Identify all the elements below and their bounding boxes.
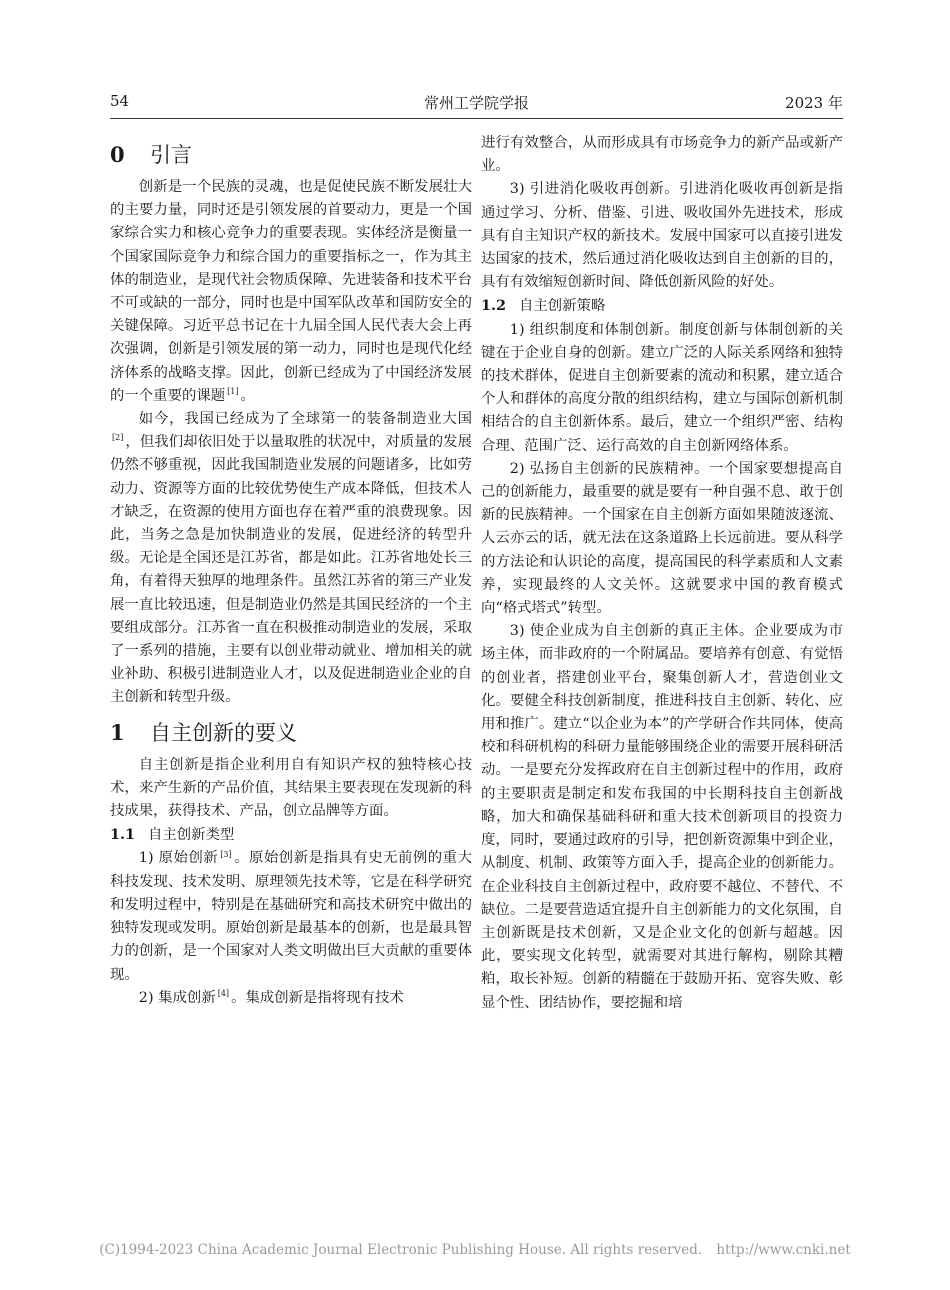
paragraph: 自主创新是指企业利用自有知识产权的独特核心技术，来产生新的产品价值，其结果主要表现在发现新的科技成果，获得技术、产品，创立品牌等方面。 bbox=[110, 756, 472, 820]
paragraph-text: 。 bbox=[240, 387, 255, 404]
right-column bbox=[481, 132, 843, 1015]
section-title: 引言 bbox=[150, 143, 192, 167]
copyright-footer bbox=[0, 1242, 950, 1258]
citation-ref[interactable]: [4] bbox=[217, 988, 230, 998]
subsection-title: 自主创新类型 bbox=[148, 827, 235, 844]
left-column bbox=[110, 132, 472, 1010]
footer-link[interactable]: http://www.cnki.net bbox=[716, 1242, 851, 1258]
paragraph: 3) 引进消化吸收再创新。引进消化吸收再创新是指通过学习、分析、借鉴、引进、吸收国外先进技术，形成具有自主知识产权的新技术。发展中国家可以直接引进发达国家的技术，然后通过消化吸收达到自主创新的目的，具有有效缩短创新时间、降低创新风险的好处。 bbox=[481, 181, 843, 291]
paragraph-continued: 进行有效整合，从而形成具有市场竞争力的新产品或新产业。 bbox=[481, 135, 843, 175]
paragraph-text: 如今，我国已经成为了全球第一的装备制造业大国 bbox=[138, 411, 472, 428]
page-number: 54 bbox=[110, 92, 130, 110]
section-0-heading bbox=[110, 140, 472, 170]
paragraph-text: 1) 原始创新 bbox=[138, 850, 219, 867]
citation-ref[interactable]: [2] bbox=[112, 433, 124, 443]
subsection-1-1-heading bbox=[110, 823, 472, 847]
paragraph bbox=[110, 987, 472, 1010]
paragraph-text: ，但我们却依旧处于以量取胜的状况中，对质量的发展仍然不够重视，因此我国制造业发展的问题诸多，比如劳动力、资源等方面的比较优势使生产成本降低，但技术人才缺乏，在资源的使用方面也存在着严重的浪费现象。因此，当务之急是加快制造业的发展，促进经济的转型升级。无论是全国还是江苏省，都是如此。江苏省地处长三角，有着得天独厚的地理条件。虽然江苏省的第三产业发展一直比较迅速，但是制造业仍然是其国民经济的一个主要组成部分。江苏省一直在积极推动制造业的发展，采取了一系列的措施，主要有以创业带动就业、增加相关的就业补助、积极引进制造业人才，以及促进制造业企业的自主创新和转型升级。 bbox=[110, 434, 472, 706]
section-number: 0 bbox=[110, 142, 125, 167]
paragraph bbox=[110, 176, 472, 408]
subsection-number: 1.1 bbox=[110, 826, 136, 844]
paragraph: 1) 组织制度和体制创新。制度创新与体制创新的关键在于企业自身的创新。建立广泛的人际关系网络和独特的技术群体，促进自主创新要素的流动和积累，建立适合个人和群体的高度分散的组织结构，建立与国际创新机制相结合的自主创新体系。最后，建立一个组织严密、结构合理、范围广泛、运行高效的自主创新网络体系。 bbox=[481, 321, 843, 454]
section-number: 1 bbox=[110, 719, 125, 745]
paragraph bbox=[110, 408, 472, 710]
section-1-heading bbox=[110, 718, 472, 748]
citation-ref[interactable]: [1] bbox=[227, 387, 239, 397]
running-header bbox=[110, 92, 843, 116]
header-rule bbox=[110, 118, 843, 119]
paragraph: 2) 弘扬自主创新的民族精神。一个国家要想提高自己的创新能力，最重要的就是要有一种自强不息、敢于创新的民族精神。一个国家在自主创新方面如果随波逐流、人云亦云的话，就无法在这条道路上长远前进。要从科学的方法论和认识论的高度，提高国民的科学素质和人文素养，实现最终的人文关怀。这就要求中国的教育模式向“格式塔式”转型。 bbox=[481, 460, 843, 617]
subsection-number: 1.2 bbox=[481, 297, 507, 315]
journal-title: 常州工学院学报 bbox=[423, 94, 529, 112]
paragraph: 3) 使企业成为自主创新的真正主体。企业要成为市场主体，而非政府的一个附属品。要培养有创意、有觉悟的创业者，搭建创业平台，聚集创新人才，营造创业文化。要健全科技创新制度，推进科技自主创新、转化、应用和推广。建立“以企业为本”的产学研合作共同体，使高校和科研机构的科研力量能够围绕企业的需要开展科研活动。一是要充分发挥政府在自主创新过程中的作用，政府的主要职责是制定和发布我国的中长期科技自主创新战略，加大和确保基础科研和重大技术创新项目的投资力度，同时，要通过政府的引导，把创新资源集中到企业，从制度、机制、政策等方面入手，提高企业的创新能力。在企业科技自主创新过程中，政府要不越位、不替代、不缺位。二是要营造适宜提升自主创新能力的文化氛围，自主创新既是技术创新，又是企业文化的创新与超越。因此，要实现文化转型，就需要对其进行解构，剔除其糟粕，取长补短。创新的精髓在于鼓励开拓、宽容失败、彰显个性、团结协作，要挖掘和培 bbox=[481, 623, 843, 1011]
paragraph-text: 2) 集成创新 bbox=[138, 989, 216, 1006]
paragraph-text: 。集成创新是指将现有技术 bbox=[231, 989, 404, 1006]
paragraph-text: 创新是一个民族的灵魂，也是促使民族不断发展壮大的主要力量，同时还是引领发展的首要动力，更是一个国家综合实力和核心竞争力的重要表现。实体经济是衡量一个国家国际竞争力和综合国力的重要指标之一，作为其主体的制造业，是现代社会物质保障、先进装备和技术平台不可或缺的一部分，同时也是中国军队改革和国防安全的关键保障。习近平总书记在十九届全国人民代表大会上再次强调，创新是引领发展的第一动力，同时也是现代化经济体系的战略支撑。因此，创新已经成为了中国经济发展的一个重要的课题 bbox=[110, 179, 472, 404]
publication-year: 2023 年 bbox=[785, 94, 843, 112]
section-title: 自主创新的要义 bbox=[150, 720, 297, 745]
paragraph bbox=[110, 847, 472, 986]
copyright-text: (C)1994-2023 China Academic Journal Electronic Publishing House. All rights reserved. bbox=[99, 1242, 703, 1258]
subsection-1-2-heading bbox=[481, 294, 843, 318]
paragraph-text: 。原始创新是指具有史无前例的重大科技发现、技术发明、原理领先技术等，它是在科学研究和发明过程中，特别是在基础研究和高技术研究中做出的独特发现或发明。原始创新是最基本的创新，也是最具智力的创新，是一个国家对人类文明做出巨大贡献的重要体现。 bbox=[110, 850, 472, 983]
subsection-title: 自主创新策略 bbox=[519, 298, 606, 315]
citation-ref[interactable]: [3] bbox=[220, 849, 232, 859]
